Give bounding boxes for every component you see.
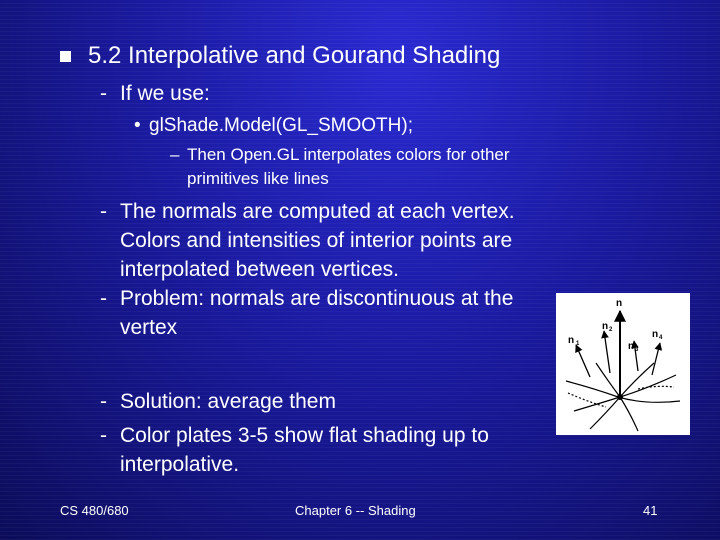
dash-bullet: - <box>100 287 107 310</box>
label-n2: n <box>602 321 609 332</box>
label-n4: n <box>652 329 659 340</box>
vertex-normals-diagram <box>556 293 690 435</box>
label-n2-sub: 2 <box>609 327 613 333</box>
bullet-plates-line-2: interpolative. <box>120 453 240 476</box>
slide-number: 41 <box>643 503 658 518</box>
label-n: n <box>616 298 623 309</box>
normal-vectors <box>576 311 660 397</box>
label-n1: n <box>568 335 575 346</box>
bullet-normals-line-3: interpolated between vertices. <box>120 258 399 281</box>
label-n1-sub: 1 <box>576 341 580 347</box>
label-n3: n <box>628 341 635 352</box>
dot-bullet: • <box>134 115 141 136</box>
dash-bullet: - <box>100 82 107 105</box>
bullet-problem-line-2: vertex <box>120 316 178 339</box>
dash-bullet: - <box>100 390 107 413</box>
vertex-normals-figure <box>556 293 690 435</box>
vertex-point <box>617 394 623 400</box>
bullet-code-line: glShade.Model(GL_SMOOTH); <box>149 115 413 136</box>
footer-chapter: Chapter 6 -- Shading <box>295 503 416 518</box>
footer-course: CS 480/680 <box>60 503 129 518</box>
bullet-normals-line-2: Colors and intensities of interior points are <box>120 229 513 252</box>
slide-title: 5.2 Interpolative and Gourand Shading <box>88 42 501 69</box>
dash-bullet: - <box>100 200 107 223</box>
square-bullet-icon <box>60 51 71 62</box>
bullet-problem-line-1: Problem: normals are discontinuous at the <box>120 287 514 310</box>
bullet-opengl-line-1: Then Open.GL interpolates colors for other <box>187 145 510 164</box>
bullet-plates-line-1: Color plates 3-5 show flat shading up to <box>120 424 489 447</box>
bullet-if-we-use: If we use: <box>120 82 210 105</box>
bullet-opengl-line-2: primitives like lines <box>187 169 329 188</box>
bullet-solution: Solution: average them <box>120 390 336 413</box>
dash-bullet: - <box>100 424 107 447</box>
label-n4-sub: 4 <box>659 335 663 341</box>
bullet-normals-line-1: The normals are computed at each vertex. <box>120 200 515 223</box>
label-n3-sub: 3 <box>635 347 639 353</box>
endash-bullet: – <box>170 145 180 164</box>
